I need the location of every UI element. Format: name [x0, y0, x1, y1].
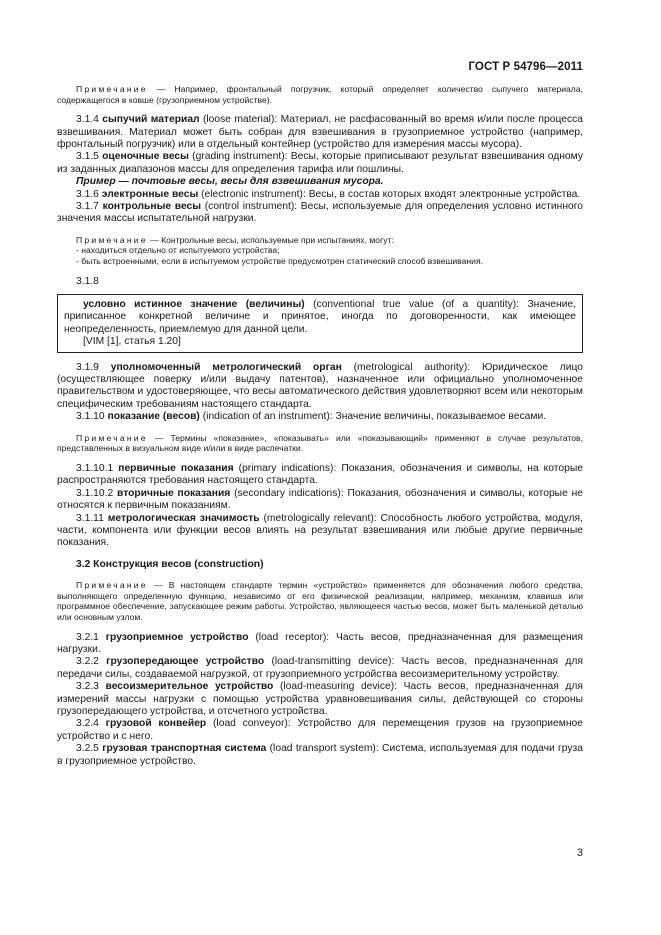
box-reference: [VIM [1], статья 1.20] — [83, 336, 181, 348]
clause-text: (grading instrument): Весы, которые приписывают результат взвешивания одному из заданных диапазонов массы для определения тарифа или пошлины. — [57, 151, 583, 175]
clause-3-1-4 — [57, 114, 583, 151]
example-line: Пример — почтовые весы, весы для взвешивания мусора. — [76, 176, 384, 188]
clause-text: (loose material): Материал, не расфасованный во время и/или после процесса взвешивания. Материал может быть собран для взвешивания в грузоприемное устройство (например, фронтальный погрузчик) или в отдельный контейнер (устройство для измерения массы мусора). — [57, 114, 583, 150]
clause-3-1-7 — [57, 201, 583, 226]
clause-text: (load transport system): Система, используемая для подачи груза в грузоприемное устройство. — [57, 743, 583, 767]
clause-term: оценочные весы — [102, 151, 189, 163]
clause-number: 3.2.2 — [76, 656, 99, 668]
clause-3-1-5 — [57, 151, 583, 176]
clause-number: 3.2.5 — [76, 743, 99, 755]
clause-number: 3.1.11 — [76, 512, 104, 524]
note-loose-material — [57, 84, 583, 105]
definition-box — [57, 294, 583, 353]
clause-number: 3.1.6 — [76, 188, 99, 200]
standard-header: ГОСТ Р 54796—2011 — [468, 61, 583, 73]
clause-number: 3.1.9 — [76, 361, 99, 373]
clause-text: (primary indications): Показания, обозначения и символы, на которые распространяются требования настоящего стандарта. — [57, 462, 583, 487]
note-text: — Термины «показание», «показывать» или «показывающий» применяют в случае результатов, представленных в визуальном виде и/или в виде распечатки. — [57, 432, 583, 454]
page-content — [57, 84, 583, 768]
clause-text: (load conveyor): Устройство для перемещения грузов на грузоприемное устройство и с него. — [57, 718, 583, 742]
clause-text: (control instrument): Весы, используемые для определения условно истинного значения массы испытательной нагрузки. — [57, 201, 583, 225]
clause-3-2-4 — [57, 718, 583, 743]
note-text: — Например, фронтальный погрузчик, который определяет количество сыпучего материала, содержащегося в ковше (грузоприемном устройстве). — [57, 84, 583, 105]
clause-3-1-11 — [57, 513, 583, 550]
clause-text: (load receptor): Часть весов, предназначенная для размещения нагрузки. — [57, 631, 583, 655]
clause-number: 3.2.3 — [76, 681, 99, 693]
clause-text: (metrological authority): Юридическое лицо (осуществляющее поверку и/или выдачу патентов), назначенное или официально уполномоченное правительством и удостоверяющее, что весы автоматического действия удовлетворяют всем или некоторым специфическим требованиям настоящего стандарта. — [57, 361, 583, 410]
clause-number: 3.1.4 — [76, 114, 99, 126]
note-device — [57, 580, 583, 622]
clause-text: (metrologically relevant): Способность любого устройства, модуля, части, компонента или функции весов влиять на результат взвешивания или любые другие первичные показания. — [57, 512, 583, 549]
page-number: 3 — [576, 847, 583, 859]
clause-text: (load-transmitting device): Часть весов, предназначенная для передачи силы, создаваемой нагрузкой, от грузоприемного устройства весоизмерительному устройству. — [57, 656, 583, 680]
clause-number: 3.1.10.1 — [76, 462, 114, 474]
clause-term: сыпучий материал — [102, 114, 200, 126]
note-text: — В настоящем стандарте термин «устройство» применяется для обозначения любого средства, выполняющего определенную функцию, независимо от его физической реализации, например, механизм, клавиша или программное обеспечение, запускающее режим работы. Устройство, являющееся частью весов, может быть маленькой деталью или основным узлом. — [57, 580, 583, 622]
clause-number: 3.1.10 — [76, 411, 105, 423]
clause-term: показание (весов) — [107, 411, 200, 423]
clause-number: 3.1.10.2 — [76, 487, 114, 499]
clause-text: (indication of an instrument): Значение величины, показываемое весами. — [199, 411, 547, 423]
note-list-item: - находиться отдельно от испытуемого устройства; — [76, 245, 280, 256]
clause-text: (electronic instrument): Весы, в состав которых входят электронные устройства. — [198, 188, 581, 200]
clause-text: (secondary indications): Показания, обозначения и символы, которые не относятся к первичным показаниям. — [57, 487, 583, 512]
clause-number: 3.1.7 — [76, 201, 99, 213]
clause-term: грузопередающее устройство — [106, 656, 265, 668]
clause-3-1-9 — [57, 362, 583, 412]
note-control-instrument — [57, 235, 583, 246]
clause-3-1-6 — [57, 189, 583, 201]
clause-number: 3.2.1 — [76, 631, 99, 643]
clause-3-2-2 — [57, 656, 583, 681]
clause-term: уполномоченный метрологический орган — [110, 361, 342, 373]
clause-term: грузовая транспортная система — [102, 743, 267, 755]
clause-term: весоизмерительное устройство — [105, 681, 274, 693]
note-label: Примечание — [76, 84, 148, 94]
clause-term: вторичные показания — [117, 487, 231, 499]
clause-term: первичные показания — [118, 462, 234, 474]
section-heading-3-2: 3.2 Конструкция весов (construction) — [76, 558, 264, 570]
clause-3-1-10-2 — [57, 488, 583, 513]
clause-term: условно истинное значение (величины) — [83, 299, 305, 311]
clause-term: контрольные весы — [102, 201, 202, 213]
note-label: Примечание — [76, 234, 148, 245]
clause-term: грузоприемное устройство — [105, 631, 249, 643]
clause-number: 3.2.4 — [76, 718, 99, 730]
clause-term: электронные весы — [101, 188, 199, 200]
clause-term: метрологическая значимость — [107, 512, 260, 524]
clause-3-1-10-1 — [57, 463, 583, 488]
clause-3-2-5 — [57, 743, 583, 768]
clause-3-1-8-number: 3.1.8 — [76, 275, 99, 287]
note-text: — Контрольные весы, используемые при испытаниях, могут: — [147, 234, 394, 245]
clause-term: грузовой конвейер — [105, 718, 207, 730]
clause-3-2-1 — [57, 632, 583, 657]
note-list-item: - быть встроенными, если в испытуемом устройстве предусмотрен статический способ взвешивания. — [76, 256, 483, 267]
note-indication — [57, 433, 583, 454]
clause-number: 3.1.5 — [76, 151, 99, 163]
clause-text: (load-measuring device): Часть весов, предназначенная для измерений массы нагрузки с помощью устройства уравновешивания силы, действующей со стороны грузопередающего устройства, и отсчетного устройства. — [57, 681, 583, 717]
note-label: Примечание — [76, 432, 148, 443]
box-definition — [64, 299, 576, 336]
clause-text: (conventional true value (of a quantity): Значение, приписанное конкретной величине и принятое, иногда по договоренности, как имеющее неопределенность, приемлемую для данной цели. — [64, 299, 576, 335]
clause-3-1-10 — [57, 411, 583, 423]
note-label: Примечание — [76, 580, 148, 591]
clause-3-2-3 — [57, 681, 583, 718]
